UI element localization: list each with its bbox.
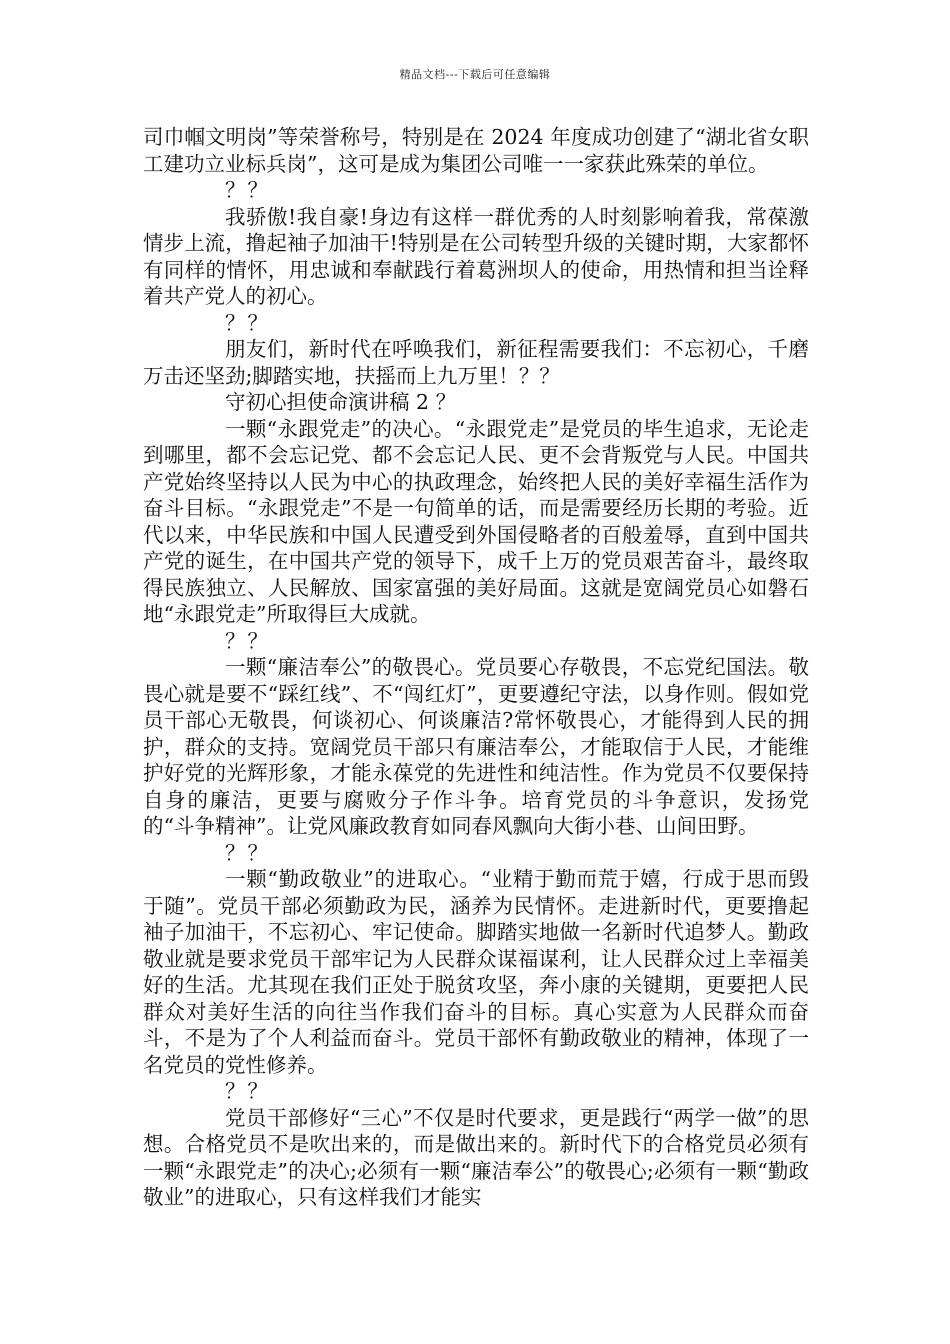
paragraph: 司巾帼文明岗”等荣誉称号，特别是在 2024 年度成功创建了“湖北省女职工建功立业标兵岗”，这可是成为集团公司唯一一家获此殊荣的单位。 bbox=[143, 125, 809, 176]
paragraph-marks: ？？ bbox=[225, 178, 270, 202]
paragraph-marks: ？？ bbox=[225, 840, 270, 865]
page-header: 精品文档---下载后可任意编辑 bbox=[399, 68, 551, 81]
paragraph-marks: ？？ bbox=[225, 310, 270, 335]
paragraph: 朋友们，新时代在呼唤我们，新征程需要我们：不忘初心，千磨万击还坚劲;脚踏实地，扶摇而上九万里！？？ bbox=[143, 337, 809, 388]
paragraph-marks: ？？ bbox=[225, 628, 270, 653]
paragraph-marks: ？？ bbox=[225, 1079, 270, 1103]
paragraph: 党员干部修好“三心”不仅是时代要求，更是践行“两学一做”的思想。合格党员不是吹出来的，而是做出来的。新时代下的合格党员必须有一颗“永跟党走”的决心;必须有一颗“廉洁奉公”的敬畏心;必须有一颗“勤政敬业”的进取心，只有这样我们才能实 bbox=[143, 1105, 809, 1209]
paragraph: 一颗“廉洁奉公”的敬畏心。党员要心存敬畏，不忘党纪国法。敬畏心就是要不“踩红线”、不“闯红灯”，更要遵纪守法，以身作则。假如党员干部心无敬畏，何谈初心、何谈廉洁?常怀敬畏心，才能得到人民的拥护，群众的支持。宽阔党员干部只有廉洁奉公，才能取信于人民，才能维护好党的光辉形象，才能永葆党的先进性和纯洁性。作为党员不仅要保持自身的廉洁，更要与腐败分子作斗争。培育党员的斗争意识，发扬党的“斗争精神”。让党风廉政教育如同春风飘向大街小巷、山间田野。 bbox=[143, 655, 809, 838]
document-body bbox=[143, 124, 809, 1211]
paragraph: 一颗“永跟党走”的决心。“永跟党走”是党员的毕生追求，无论走到哪里，都不会忘记党、都不会忘记人民、更不会背叛党与人民。中国共产党始终坚持以人民为中心的执政理念，始终把人民的美好幸福生活作为奋斗目标。“永跟党走”不是一句简单的话，而是需要经历长期的考验。近代以来，中华民族和中国人民遭受到外国侵略者的百般羞辱，直到中国共产党的诞生，在中国共产党的领导下，成千上万的党员艰苦奋斗，最终取得民族独立、人民解放、国家富强的美好局面。这就是宽阔党员心如磐石地“永跟党走”所取得巨大成就。 bbox=[143, 416, 809, 626]
paragraph: 一颗“勤政敬业”的进取心。“业精于勤而荒于嬉，行成于思而毁于随”。党员干部必须勤政为民，涵养为民情怀。走进新时代，更要撸起袖子加油干，不忘初心、牢记使命。脚踏实地做一名新时代追梦人。勤政敬业就是要求党员干部牢记为人民群众谋福谋利，让人民群众过上幸福美好的生活。尤其现在我们正处于脱贫攻坚，奔小康的关键期，更要把人民群众对美好生活的向往当作我们奋斗的目标。真心实意为人民群众而奋斗，不是为了个人利益而奋斗。党员干部怀有勤政敬业的精神，体现了一名党员的党性修养。 bbox=[143, 867, 809, 1077]
paragraph: 我骄傲!我自豪!身边有这样一群优秀的人时刻影响着我，常葆激情步上流，撸起袖子加油干!特别是在公司转型升级的关键时期，大家都怀有同样的情怀，用忠诚和奉献践行着葛洲坝人的使命，用热情和担当诠释着共产党人的初心。 bbox=[143, 204, 809, 308]
section-title: 守初心担使命演讲稿 2 ？ bbox=[225, 390, 457, 414]
